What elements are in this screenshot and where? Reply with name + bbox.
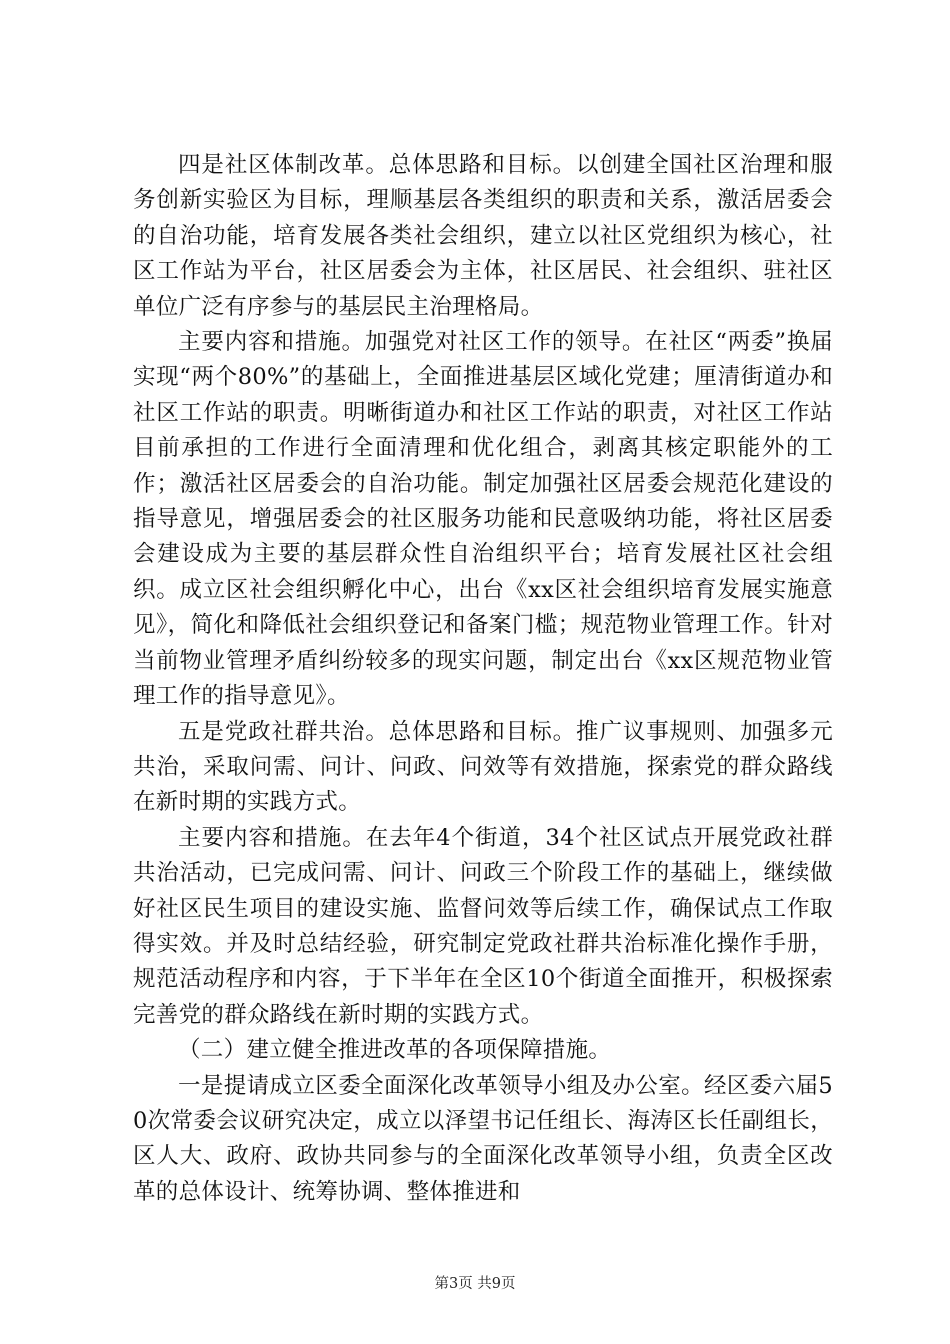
paragraph-leading-group: 一是提请成立区委全面深化改革领导小组及办公室。经区委六届50次常委会议研究决定，成立以泽望书记任组长、海涛区长任副组长，区人大、政府、政协共同参与的全面深化改革领导小组，负责全区改革的总体设计、统筹协调、整体推进和 xyxy=(133,1072,833,1205)
paragraph-co-governance: 五是党政社群共治。总体思路和目标。推广议事规则、加强多元共治，采取问需、问计、问政、问效等有效措施，探索党的群众路线在新时期的实践方式。 xyxy=(133,718,833,816)
paragraph-community-reform: 四是社区体制改革。总体思路和目标。以创建全国社区治理和服务创新实验区为目标，理顺基层各类组织的职责和关系，激活居委会的自治功能，培育发展各类社会组织，建立以社区党组织为核心，社区工作站为平台，社区居委会为主体，社区居民、社会组织、驻社区单位广泛有序参与的基层民主治理格局。 xyxy=(133,152,833,320)
document-body xyxy=(133,148,833,1210)
section-heading-safeguards: （二）建立健全推进改革的各项保障措施。 xyxy=(178,1037,612,1064)
paragraph-co-governance-measures: 主要内容和措施。在去年4个街道，34个社区试点开展党政社群共治活动，已完成问需、问计、问政三个阶段工作的基础上，继续做好社区民生项目的建设实施、监督问效等后续工作，确保试点工作取得实效。并及时总结经验，研究制定党政社群共治标准化操作手册，规范活动程序和内容，于下半年在全区10个街道全面推开，积极探索完善党的群众路线在新时期的实践方式。 xyxy=(133,824,833,1028)
paragraph-community-measures: 主要内容和措施。加强党对社区工作的领导。在社区“两委”换届实现“两个80%”的基础上，全面推进基层区域化党建；厘清街道办和社区工作站的职责。明晰街道办和社区工作站的职责，对社区工作站目前承担的工作进行全面清理和优化组合，剥离其核定职能外的工作；激活社区居委会的自治功能。制定加强社区居委会规范化建设的指导意见，增强居委会的社区服务功能和民意吸纳功能，将社区居委会建设成为主要的基层群众性自治组织平台；培育发展社区社会组织。成立区社会组织孵化中心，出台《xx区社会组织培育发展实施意见》，简化和降低社会组织登记和备案门槛；规范物业管理工作。针对当前物业管理矛盾纠纷较多的现实问题，制定出台《xx区规范物业管理工作的指导意见》。 xyxy=(133,329,833,710)
page-number-footer: 第3页 共9页 xyxy=(434,1276,516,1292)
